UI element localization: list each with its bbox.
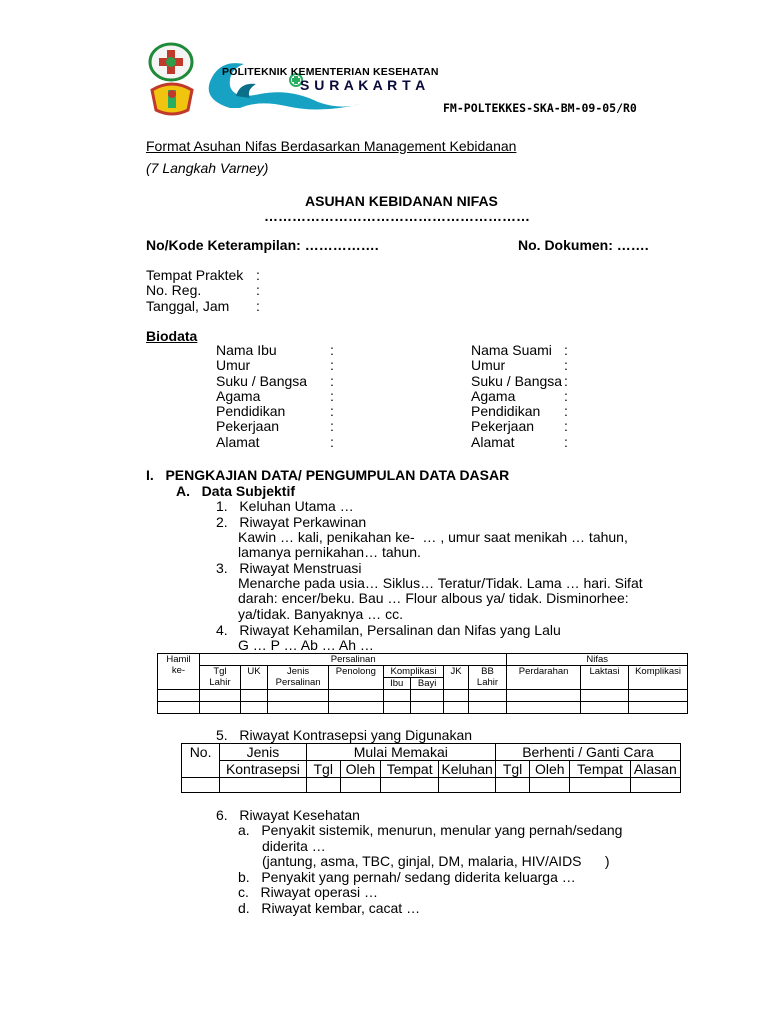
title-dots: ………………………………………………… — [264, 208, 530, 224]
table-row — [158, 690, 688, 702]
col-persalinan: Persalinan — [199, 654, 506, 666]
menstruasi-line1: Menarche pada usia… Siklus… Teratur/Tidak. Lama … hari. Sifat — [238, 575, 643, 591]
col-tgl: Tgl — [306, 761, 340, 778]
biodata-field: Alamat — [216, 433, 260, 450]
biodata-field: Pekerjaan — [216, 418, 280, 435]
tanggal-jam-colon: : — [256, 298, 260, 314]
biodata-field: Agama — [216, 387, 261, 404]
form-code: FM-POLTEKKES-SKA-BM-09-05/R0 — [443, 101, 637, 115]
skill-code: No/Kode Keterampilan: ……………. — [146, 237, 379, 253]
item-kehamilan: 4. Riwayat Kehamilan, Persalinan dan Nifas yang Lalu — [216, 622, 561, 638]
kesehatan-d: d. Riwayat kembar, cacat … — [238, 900, 421, 916]
institution-city: S U R A K A R T A — [300, 77, 426, 93]
col-hamil-ke: Hamil ke- — [158, 654, 200, 690]
biodata-field: Suku / Bangsa — [216, 372, 308, 389]
colon: : — [330, 372, 334, 389]
section-heading: I. PENGKAJIAN DATA/ PENGUMPULAN DATA DASAR — [146, 467, 510, 483]
colon: : — [564, 418, 568, 435]
item-menstruasi: 3. Riwayat Menstruasi — [216, 560, 362, 576]
biodata-field: Alamat — [471, 433, 515, 450]
biodata-ibu-colons — [330, 343, 334, 450]
colon: : — [330, 357, 334, 374]
col-jenis-persalinan: Jenis Persalinan — [268, 666, 329, 690]
kesehatan-a-line3: (jantung, asma, TBC, ginjal, DM, malaria, HIV/AIDS ) — [262, 853, 610, 869]
col-komplikasi: Komplikasi — [383, 666, 444, 678]
col-jenis: Jenis — [220, 744, 306, 761]
colon: : — [564, 433, 568, 450]
colon: : — [564, 387, 568, 404]
col-kontrasepsi: Kontrasepsi — [220, 761, 306, 778]
poltekkes-emblem — [148, 80, 196, 119]
table-row — [182, 778, 681, 793]
col-perdarahan: Perdarahan — [507, 666, 580, 690]
col-no: No. — [182, 744, 220, 778]
biodata-field: Pekerjaan — [471, 418, 535, 435]
format-subtitle: (7 Langkah Varney) — [146, 160, 269, 176]
item-keluhan: 1. Keluhan Utama … — [216, 498, 354, 514]
colon: : — [564, 342, 568, 358]
no-reg-label: No. Reg. — [146, 282, 202, 298]
col-nifas: Nifas — [507, 654, 688, 666]
item-kontrasepsi: 5. Riwayat Kontrasepsi yang Digunakan — [216, 727, 473, 743]
kesehatan-a-line1: a. Penyakit sistemik, menurun, menular yang pernah/sedang — [238, 822, 623, 838]
biodata-field: Agama — [471, 387, 516, 404]
menstruasi-line2: darah: encer/beku. Bau … Flour albous ya/ tidak. Disminorhee: — [238, 590, 629, 606]
gpaa-line: G … P … Ab … Ah … — [238, 637, 374, 653]
biodata-field: Nama Suami — [471, 342, 552, 358]
col-jk: JK — [444, 666, 468, 690]
colon: : — [330, 387, 334, 404]
col-tempat: Tempat — [381, 761, 439, 778]
perkawinan-line2: lamanya pernikahan… tahun. — [238, 544, 421, 560]
col-berhenti: Berhenti / Ganti Cara — [495, 744, 680, 761]
biodata-heading: Biodata — [146, 328, 198, 344]
biodata-suami-colons — [564, 343, 568, 450]
contraception-table — [181, 743, 681, 793]
menstruasi-line3: ya/tidak. Banyaknya … cc. — [238, 606, 403, 622]
item-perkawinan: 2. Riwayat Perkawinan — [216, 514, 367, 530]
col-penolong: Penolong — [329, 666, 384, 690]
col-tgl-lahir: Tgl Lahir — [199, 666, 240, 690]
biodata-ibu-list — [216, 343, 307, 450]
col-oleh: Oleh — [530, 761, 570, 778]
biodata-field: Suku / Bangsa — [471, 372, 563, 389]
tanggal-jam-label: Tanggal, Jam — [146, 298, 230, 314]
col-tempat: Tempat — [570, 761, 630, 778]
perkawinan-line1: Kawin … kali, penikahan ke- … , umur saat menikah … tahun, — [238, 529, 628, 545]
no-reg-colon: : — [256, 282, 260, 298]
col-oleh: Oleh — [340, 761, 380, 778]
table-row — [158, 702, 688, 714]
biodata-field: Nama Ibu — [216, 342, 277, 358]
biodata-field: Umur — [216, 357, 251, 374]
kesehatan-b: b. Penyakit yang pernah/ sedang diderita keluarga … — [238, 869, 576, 885]
col-alasan: Alasan — [630, 761, 680, 778]
biodata-field: Pendidikan — [471, 403, 541, 420]
col-ibu: Ibu — [383, 678, 410, 690]
colon: : — [330, 433, 334, 450]
colon: : — [564, 372, 568, 389]
col-komplikasi-nifas: Komplikasi — [629, 666, 688, 690]
format-title: Format Asuhan Nifas Berdasarkan Management Kebidanan — [146, 138, 517, 154]
kesehatan-c: c. Riwayat operasi … — [238, 884, 379, 900]
col-mulai-memakai: Mulai Memakai — [306, 744, 495, 761]
colon: : — [330, 342, 334, 358]
biodata-field: Pendidikan — [216, 403, 286, 420]
biodata-field: Umur — [471, 357, 506, 374]
subsection-heading: A. Data Subjektif — [176, 483, 296, 499]
colon: : — [330, 418, 334, 435]
item-kesehatan: 6. Riwayat Kesehatan — [216, 807, 360, 823]
document-number: No. Dokumen: ……. — [518, 237, 649, 253]
col-keluhan: Keluhan — [439, 761, 496, 778]
tempat-praktek-colon: : — [256, 267, 260, 283]
biodata-suami-list — [471, 343, 562, 450]
col-laktasi: Laktasi — [580, 666, 628, 690]
col-bb-lahir: BB Lahir — [468, 666, 507, 690]
tempat-praktek-label: Tempat Praktek — [146, 267, 244, 283]
col-bayi: Bayi — [410, 678, 444, 690]
page-title: ASUHAN KEBIDANAN NIFAS — [305, 193, 498, 209]
colon: : — [564, 357, 568, 374]
colon: : — [330, 403, 334, 420]
pregnancy-history-table — [157, 653, 688, 714]
kemenkes-logo — [148, 42, 194, 85]
col-tgl: Tgl — [495, 761, 529, 778]
kesehatan-a-line2: diderita … — [262, 838, 326, 854]
col-uk: UK — [240, 666, 267, 690]
colon: : — [564, 403, 568, 420]
institution-name: POLITEKNIK KEMENTERIAN KESEHATAN — [222, 66, 439, 78]
